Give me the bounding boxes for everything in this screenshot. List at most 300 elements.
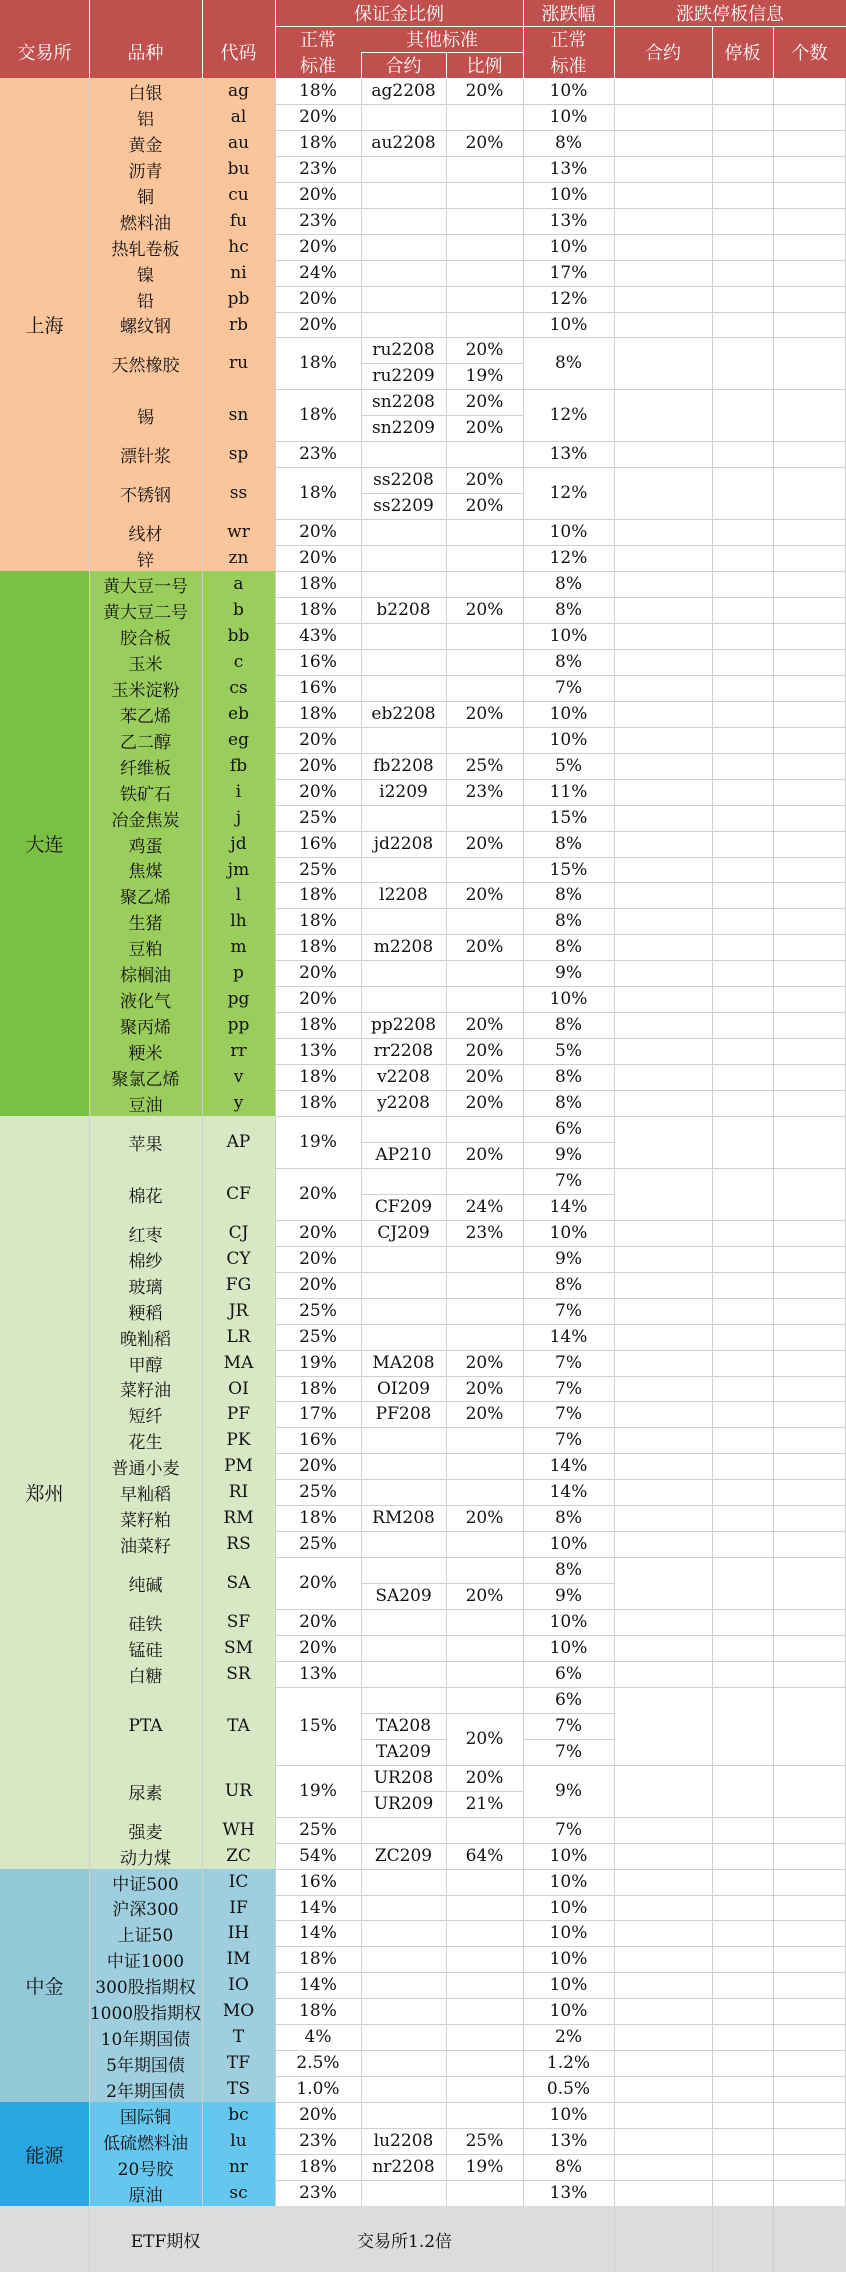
code-cell: SF [202, 1609, 275, 1635]
margin-cell: 20% [299, 522, 337, 542]
limit-cell: 10% [549, 1638, 588, 1658]
variety-cell: 动力煤 [89, 1843, 202, 1869]
other-ratio-cell: 20% [465, 340, 504, 360]
variety-cell: 棕榈油 [89, 960, 202, 986]
code-cell: bu [202, 156, 275, 182]
code-cell: rb [202, 312, 275, 337]
other-ratio-cell: 24% [465, 1197, 504, 1217]
code-cell: TS [202, 2076, 275, 2102]
code-cell: RI [202, 1479, 275, 1505]
limit-cell: 11% [549, 782, 588, 802]
margin-cell: 14% [299, 1897, 337, 1918]
margin-cell: 20% [299, 548, 337, 568]
other-ratio-cell: 20% [465, 418, 504, 438]
other-contract-cell: au2208 [371, 133, 436, 153]
other-contract-cell: ru2209 [372, 366, 435, 386]
variety-cell: 菜籽粕 [89, 1505, 202, 1531]
header-info-halt: 停板 [712, 26, 773, 78]
grid-line-v [614, 78, 615, 2206]
variety-cell: 豆油 [89, 1090, 202, 1116]
other-contract-cell: fb2208 [373, 756, 434, 776]
limit-cell: 6% [555, 1690, 582, 1710]
code-cell: MA [202, 1350, 275, 1376]
other-ratio-cell: 20% [465, 1508, 504, 1528]
limit-cell: 10% [549, 2001, 588, 2021]
header-margin-ratio: 保证金比例 [275, 0, 523, 26]
margin-cell: 20% [299, 963, 337, 983]
limit-cell: 2% [555, 2027, 582, 2047]
other-contract-cell: ru2208 [372, 340, 435, 360]
other-contract-cell: y2208 [377, 1093, 430, 1113]
limit-cell: 8% [555, 652, 582, 672]
limit-cell: 9% [555, 1586, 582, 1606]
margin-cell: 25% [299, 1482, 337, 1502]
limit-cell: 12% [549, 289, 588, 309]
margin-cell: 14% [299, 1975, 337, 1995]
limit-cell: 14% [549, 1327, 588, 1347]
header-limit-normal-1: 正常 [523, 26, 614, 52]
limit-cell: 12% [549, 548, 588, 568]
other-ratio-cell: 23% [465, 782, 504, 802]
code-cell: nr [202, 2154, 275, 2180]
margin-cell: 18% [299, 1093, 337, 1113]
margin-cell: 18% [299, 1378, 337, 1399]
grid-line-h [361, 1791, 523, 1792]
other-contract-cell: m2208 [373, 937, 434, 957]
other-ratio-cell: 20% [465, 1768, 504, 1788]
other-ratio-cell: 20% [465, 1067, 504, 1087]
code-cell: TF [202, 2050, 275, 2076]
variety-cell: 玻璃 [89, 1272, 202, 1298]
code-cell: UR [202, 1765, 275, 1817]
other-contract-cell: sn2209 [372, 418, 435, 438]
limit-cell: 7% [555, 1378, 582, 1399]
margin-cell: 18% [299, 937, 337, 957]
other-ratio-cell: 19% [465, 366, 504, 386]
limit-cell: 8% [555, 1508, 582, 1528]
code-cell: cs [202, 675, 275, 701]
variety-cell: 1000股指期权 [89, 1998, 202, 2024]
other-contract-cell: PF208 [375, 1404, 432, 1424]
margin-cell: 20% [299, 2105, 337, 2125]
variety-cell: 菜籽油 [89, 1376, 202, 1401]
variety-cell: 黄金 [89, 130, 202, 156]
margin-cell: 18% [299, 1508, 337, 1528]
margin-cell: 14% [299, 1923, 337, 1943]
header-contract: 合约 [361, 52, 446, 78]
limit-cell: 8% [555, 1015, 582, 1035]
other-ratio-cell: 23% [465, 1223, 504, 1243]
other-ratio-cell: 20% [465, 937, 504, 957]
margin-cell: 16% [299, 834, 337, 854]
exchange-label: 中金 [0, 1869, 89, 2102]
code-cell: IC [202, 1869, 275, 1895]
margin-cell: 18% [299, 2157, 337, 2177]
variety-cell: 燃料油 [89, 208, 202, 234]
limit-cell: 14% [549, 1482, 588, 1502]
variety-cell: 铝 [89, 104, 202, 130]
limit-cell: 8% [555, 911, 582, 931]
margin-cell: 23% [299, 159, 337, 179]
other-contract-cell: sn2208 [372, 392, 435, 412]
grid-line-h [361, 415, 523, 416]
exchange-label: 上海 [0, 78, 89, 571]
variety-cell: 冶金焦炭 [89, 805, 202, 831]
variety-cell: 鸡蛋 [89, 831, 202, 857]
limit-cell: 10% [549, 2105, 588, 2125]
limit-cell: 0.5% [546, 2079, 591, 2099]
variety-cell: 中证500 [89, 1869, 202, 1895]
other-contract-cell: rr2208 [373, 1041, 434, 1061]
margin-cell: 18% [299, 1067, 337, 1087]
other-contract-cell: nr2208 [372, 2157, 435, 2177]
grid-line-v [773, 78, 774, 2206]
other-contract-cell: b2208 [376, 600, 431, 620]
limit-cell: 8% [555, 937, 582, 957]
limit-cell: 10% [549, 1846, 588, 1866]
limit-cell: 12% [549, 405, 588, 425]
variety-cell: 强麦 [89, 1817, 202, 1843]
header-limit-normal-2: 标准 [523, 52, 614, 78]
variety-cell: 中证1000 [89, 1946, 202, 1972]
grid-line-v [614, 2206, 615, 2272]
code-cell: CF [202, 1168, 275, 1220]
code-cell: ag [202, 78, 275, 104]
code-cell: RM [202, 1505, 275, 1531]
code-cell: lh [202, 908, 275, 934]
limit-cell: 10% [549, 704, 588, 724]
limit-cell: 10% [549, 1534, 588, 1554]
grid-line-v [202, 0, 203, 78]
limit-cell: 8% [555, 353, 582, 373]
other-ratio-cell: 20% [465, 1145, 504, 1165]
grid-line-v [446, 78, 447, 2206]
limit-cell: 10% [549, 1949, 588, 1969]
grid-line-v [712, 2206, 713, 2272]
limit-cell: 8% [555, 133, 582, 153]
code-cell: CJ [202, 1220, 275, 1246]
code-cell: zn [202, 545, 275, 571]
variety-cell: 白银 [89, 78, 202, 104]
limit-cell: 14% [549, 1197, 588, 1217]
code-cell: eb [202, 701, 275, 727]
header-code: 代码 [202, 26, 275, 78]
grid-line-v [773, 26, 774, 78]
margin-cell: 19% [299, 1132, 337, 1152]
variety-cell: 油菜籽 [89, 1531, 202, 1557]
header-ratio: 比例 [446, 52, 523, 78]
margin-cell: 20% [299, 730, 337, 750]
other-ratio-cell: 19% [465, 2157, 504, 2177]
grid-line-v [446, 52, 447, 78]
margin-cell: 23% [299, 2183, 337, 2203]
other-contract-cell: TA208 [375, 1716, 432, 1736]
code-cell: i [202, 779, 275, 805]
margin-cell: 20% [299, 1275, 337, 1295]
limit-cell: 10% [549, 1923, 588, 1943]
grid-line-v [202, 78, 203, 2206]
margin-cell: 20% [299, 237, 337, 257]
code-cell: jm [202, 857, 275, 882]
code-cell: sp [202, 441, 275, 467]
variety-cell: 短纤 [89, 1401, 202, 1427]
margin-cell: 4% [304, 2027, 332, 2047]
limit-cell: 6% [555, 1119, 582, 1139]
limit-cell: 7% [555, 1820, 582, 1840]
code-cell: al [202, 104, 275, 130]
limit-cell: 9% [555, 963, 582, 983]
margin-cell: 17% [299, 1404, 337, 1424]
margin-cell: 18% [299, 353, 337, 373]
grid-line-h [523, 1583, 614, 1584]
other-ratio-cell: 20% [465, 1378, 504, 1399]
variety-cell: 棉花 [89, 1168, 202, 1220]
header-exchange: 交易所 [0, 26, 89, 78]
limit-cell: 7% [555, 1353, 582, 1373]
limit-cell: 10% [549, 626, 588, 646]
exchange-label: 大连 [0, 571, 89, 1116]
margin-cell: 20% [299, 289, 337, 309]
limit-cell: 7% [555, 1430, 582, 1450]
margin-cell: 20% [299, 1456, 337, 1476]
variety-cell: 上证50 [89, 1920, 202, 1946]
margin-cell: 20% [299, 1638, 337, 1658]
limit-cell: 13% [549, 2183, 588, 2203]
margin-cell: 23% [299, 211, 337, 231]
limit-cell: 10% [549, 1612, 588, 1632]
other-contract-cell: UR209 [373, 1794, 434, 1814]
header-normal-2: 标准 [275, 52, 361, 78]
grid-line-h [523, 1739, 614, 1740]
margin-cell: 20% [299, 1249, 337, 1269]
code-cell: PK [202, 1427, 275, 1453]
margin-cell: 25% [299, 1534, 337, 1554]
margin-cell: 18% [299, 483, 337, 503]
limit-cell: 8% [555, 574, 582, 594]
variety-cell: 晚籼稻 [89, 1324, 202, 1350]
limit-cell: 10% [549, 314, 588, 335]
limit-cell: 13% [549, 444, 588, 464]
code-cell: SR [202, 1661, 275, 1687]
limit-cell: 15% [549, 808, 588, 828]
other-contract-cell: jd2208 [373, 834, 434, 854]
limit-cell: 10% [549, 237, 588, 257]
other-ratio-cell: 20% [465, 1586, 504, 1606]
variety-cell: 纤维板 [89, 753, 202, 779]
code-cell: b [202, 597, 275, 623]
code-cell: OI [202, 1376, 275, 1401]
other-ratio-cell: 20% [465, 496, 504, 516]
limit-cell: 15% [549, 859, 588, 880]
variety-cell: 不锈钢 [89, 467, 202, 519]
variety-cell: 苹果 [89, 1116, 202, 1168]
variety-cell: 苯乙烯 [89, 701, 202, 727]
limit-cell: 8% [555, 834, 582, 854]
margin-cell: 2.5% [296, 2053, 340, 2073]
grid-line-h [275, 26, 846, 27]
variety-cell: 国际铜 [89, 2102, 202, 2128]
code-cell: T [202, 2024, 275, 2050]
grid-line-v [523, 0, 524, 78]
grid-line-h [523, 1713, 614, 1714]
etf-info-blank [614, 2206, 846, 2272]
margin-cell: 25% [299, 1820, 337, 1840]
code-cell: fb [202, 753, 275, 779]
margin-cell: 23% [299, 2131, 337, 2151]
margin-cell: 18% [299, 600, 337, 620]
limit-cell: 17% [549, 263, 588, 283]
other-ratio-cell: 25% [465, 756, 504, 776]
grid-line-v [361, 78, 362, 2206]
limit-cell: 8% [555, 1093, 582, 1113]
margin-cell: 25% [299, 859, 337, 880]
variety-cell: 沥青 [89, 156, 202, 182]
variety-cell: 2年期国债 [89, 2076, 202, 2102]
other-ratio-cell: 20% [465, 470, 504, 490]
limit-cell: 8% [555, 1275, 582, 1295]
grid-line-h [523, 1194, 614, 1195]
variety-cell: 玉米淀粉 [89, 675, 202, 701]
variety-cell: 硅铁 [89, 1609, 202, 1635]
limit-cell: 7% [555, 1301, 582, 1321]
exchange-label: 郑州 [0, 1116, 89, 1869]
variety-cell: 原油 [89, 2180, 202, 2206]
limit-cell: 10% [549, 107, 588, 127]
margin-cell: 18% [299, 405, 337, 425]
code-cell: ss [202, 467, 275, 519]
variety-cell: 白糖 [89, 1661, 202, 1687]
other-ratio-cell: 20% [465, 1015, 504, 1035]
etf-note: 交易所1.2倍 [242, 2206, 614, 2272]
code-cell: rr [202, 1038, 275, 1064]
margin-cell: 25% [299, 808, 337, 828]
header-blank-exchange [0, 0, 89, 26]
code-cell: IM [202, 1946, 275, 1972]
margin-cell: 18% [299, 133, 337, 153]
grid-line-v [712, 78, 713, 2206]
limit-cell: 10% [549, 1897, 588, 1918]
limit-cell: 8% [555, 600, 582, 620]
margin-cell: 18% [299, 1015, 337, 1035]
other-ratio-cell: 20% [465, 1404, 504, 1424]
limit-cell: 13% [549, 211, 588, 231]
code-cell: fu [202, 208, 275, 234]
variety-cell: 玉米 [89, 649, 202, 675]
header-limit: 涨跌幅 [523, 0, 614, 26]
limit-cell: 7% [555, 1742, 582, 1762]
margin-cell: 20% [299, 185, 337, 205]
code-cell: pg [202, 986, 275, 1012]
code-cell: pb [202, 286, 275, 312]
other-ratio-cell: 20% [465, 81, 504, 101]
code-cell: ni [202, 260, 275, 286]
variety-cell: 300股指期权 [89, 1972, 202, 1998]
other-contract-cell: ag2208 [371, 81, 436, 101]
limit-cell: 6% [555, 1664, 582, 1684]
margin-cell: 20% [299, 1612, 337, 1632]
margin-cell: 20% [299, 314, 337, 335]
other-ratio-cell: 20% [465, 1093, 504, 1113]
code-cell: RS [202, 1531, 275, 1557]
variety-cell: 天然橡胶 [89, 337, 202, 389]
grid-line-v [89, 2206, 90, 2272]
variety-cell: 乙二醇 [89, 727, 202, 753]
margin-cell: 20% [299, 756, 337, 776]
grid-line-h [361, 52, 523, 53]
grid-line-h [361, 1583, 523, 1584]
variety-cell: 聚乙烯 [89, 882, 202, 908]
variety-cell: 甲醇 [89, 1350, 202, 1376]
grid-line-h [361, 1739, 446, 1740]
variety-cell: 粳米 [89, 1038, 202, 1064]
variety-cell: 黄大豆二号 [89, 597, 202, 623]
margin-cell: 18% [299, 1949, 337, 1969]
other-contract-cell: ss2209 [373, 496, 434, 516]
variety-cell: 铜 [89, 182, 202, 208]
code-cell: m [202, 934, 275, 960]
margin-cell: 16% [299, 1872, 337, 1892]
variety-cell: 普通小麦 [89, 1453, 202, 1479]
other-ratio-cell: 20% [465, 392, 504, 412]
variety-cell: 低硫燃料油 [89, 2128, 202, 2154]
margin-cell: 20% [299, 1573, 337, 1593]
limit-cell: 10% [549, 1223, 588, 1243]
variety-cell: 锌 [89, 545, 202, 571]
margin-cell: 13% [299, 1041, 337, 1061]
grid-line-h [361, 493, 523, 494]
other-contract-cell: RM208 [372, 1508, 435, 1528]
other-contract-cell: CJ209 [377, 1223, 430, 1243]
code-cell: p [202, 960, 275, 986]
margin-cell: 24% [299, 263, 337, 283]
variety-cell: 铁矿石 [89, 779, 202, 805]
code-cell: MO [202, 1998, 275, 2024]
code-cell: cu [202, 182, 275, 208]
other-contract-cell: eb2208 [371, 704, 436, 724]
other-contract-cell: v2208 [377, 1067, 430, 1087]
header-other-std: 其他标准 [361, 26, 523, 52]
code-cell: LR [202, 1324, 275, 1350]
other-ratio-cell: 20% [465, 1729, 504, 1749]
margin-cell: 13% [299, 1664, 337, 1684]
limit-cell: 9% [555, 1249, 582, 1269]
other-ratio-cell: 20% [465, 1353, 504, 1373]
variety-cell: 铅 [89, 286, 202, 312]
margin-cell: 20% [299, 1223, 337, 1243]
limit-cell: 5% [555, 1041, 582, 1061]
margin-cell: 18% [299, 81, 337, 101]
grid-line-h [361, 363, 523, 364]
grid-line-v [275, 0, 276, 78]
limit-cell: 14% [549, 1456, 588, 1476]
margin-cell: 19% [299, 1781, 337, 1801]
other-ratio-cell: 64% [465, 1846, 504, 1866]
code-cell: a [202, 571, 275, 597]
etf-label: ETF期权 [89, 2206, 242, 2272]
code-cell: sn [202, 389, 275, 441]
variety-cell: 聚氯乙烯 [89, 1064, 202, 1090]
exchange-label: 能源 [0, 2102, 89, 2206]
header-limit-info: 涨跌停板信息 [614, 0, 846, 26]
variety-cell: 红枣 [89, 1220, 202, 1246]
code-cell: IO [202, 1972, 275, 1998]
other-contract-cell: CF209 [374, 1197, 433, 1217]
margin-cell: 16% [299, 1430, 337, 1450]
margin-cell: 20% [299, 989, 337, 1009]
margin-cell: 18% [299, 574, 337, 594]
grid-line-v [712, 26, 713, 78]
variety-cell: 豆粕 [89, 934, 202, 960]
